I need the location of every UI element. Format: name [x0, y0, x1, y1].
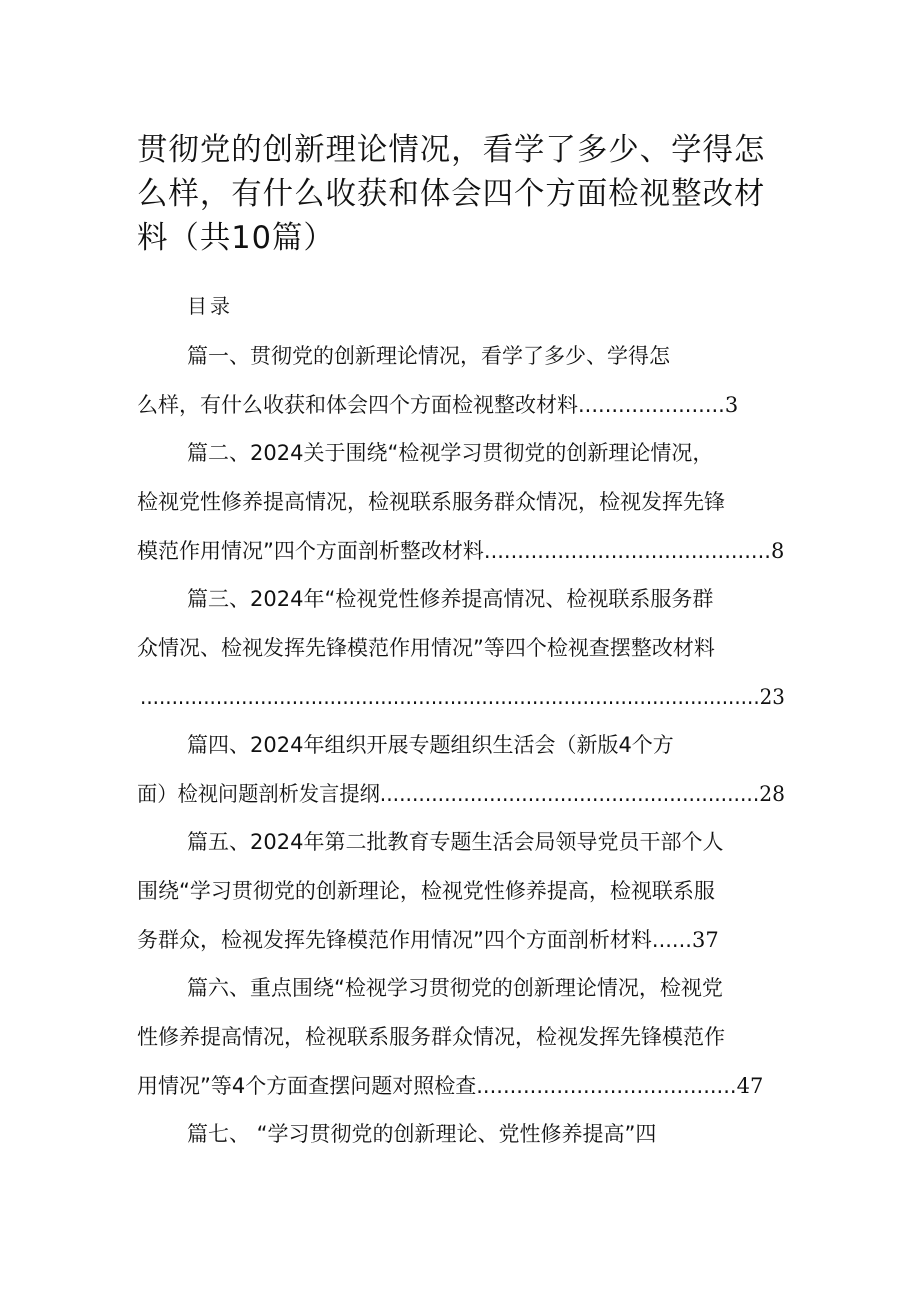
toc-entry-2-page-number: 8 — [770, 539, 785, 563]
toc-entry-5-page-number: 37 — [691, 928, 719, 952]
toc-entry-5-text: 务群众，检视发挥先锋模范作用情况”四个方面剖析材料 — [137, 928, 652, 952]
toc-entry-1-leader-dots: ...................... — [578, 393, 725, 417]
toc-entry-2-line-3 — [137, 536, 784, 566]
toc-entry-5-line-2: 围绕“学习贯彻党的创新理论，检视党性修养提高，检视联系服 — [137, 879, 715, 903]
toc-entry-1-line-2 — [137, 390, 738, 420]
toc-entry-6-line-3 — [137, 1071, 763, 1101]
toc-entry-3-leader-dots: .................................................................................................. — [140, 685, 760, 709]
toc-entry-3-line-2: 众情况、检视发挥先锋模范作用情况”等四个检视查摆整改材料 — [137, 636, 715, 660]
toc-entry-6-leader-dots: ....................................... — [476, 1074, 737, 1098]
toc-entry-2-line-1: 篇二、2024关于围绕“检视学习贯彻党的创新理论情况， — [187, 441, 714, 465]
toc-entry-4-leader-dots: ........................................................... — [379, 782, 760, 806]
toc-entry-1-line-1: 篇一、贯彻党的创新理论情况，看学了多少、学得怎 — [187, 344, 670, 368]
toc-entry-7-line-1: 篇七、 “学习贯彻党的创新理论、党性修养提高”四 — [187, 1122, 657, 1146]
toc-entry-2-line-2: 检视党性修养提高情况，检视联系服务群众情况，检视发挥先锋 — [137, 490, 725, 514]
toc-entry-3-line-1: 篇三、2024年“检视党性修养提高情况、检视联系服务群 — [187, 587, 714, 611]
toc-entry-2-leader-dots: ........................................... — [483, 539, 771, 563]
toc-entry-4-page-number: 28 — [759, 782, 786, 806]
toc-entry-5-line-3 — [137, 925, 719, 955]
title-line-2: 么样，有什么收获和体会四个方面检视整改材 — [137, 176, 766, 212]
toc-entry-3-line-3 — [140, 682, 785, 712]
toc-entry-6-line-1: 篇六、重点围绕“检视学习贯彻党的创新理论情况，检视党 — [187, 976, 723, 1000]
toc-entry-6-line-2: 性修养提高情况，检视联系服务群众情况，检视发挥先锋模范作 — [137, 1025, 725, 1049]
toc-entry-2-text: 模范作用情况”四个方面剖析整改材料 — [137, 539, 484, 563]
toc-entry-5-leader-dots: ...... — [651, 928, 692, 952]
toc-entry-1-text: 么样，有什么收获和体会四个方面检视整改材料 — [137, 393, 578, 417]
document-title — [137, 128, 797, 260]
toc-entry-4-line-2 — [137, 779, 785, 809]
toc-entry-4-text: 面）检视问题剖析发言提纲 — [137, 782, 380, 806]
title-line-3: 料（共10篇） — [137, 220, 335, 256]
title-line-1: 贯彻党的创新理论情况，看学了多少、学得怎 — [137, 132, 766, 168]
toc-heading: 目录 — [187, 294, 233, 318]
toc-entry-4-line-1: 篇四、2024年组织开展专题组织生活会（新版4个方 — [187, 733, 674, 757]
toc-entry-1-page-number: 3 — [724, 393, 739, 417]
toc-entry-6-page-number: 47 — [736, 1074, 764, 1098]
toc-entry-3-page-number: 23 — [759, 685, 785, 709]
toc-entry-5-line-1: 篇五、2024年第二批教育专题生活会局领导党员干部个人 — [187, 830, 724, 854]
toc-entry-6-text: 用情况”等4个方面查摆问题对照检查 — [137, 1074, 477, 1098]
